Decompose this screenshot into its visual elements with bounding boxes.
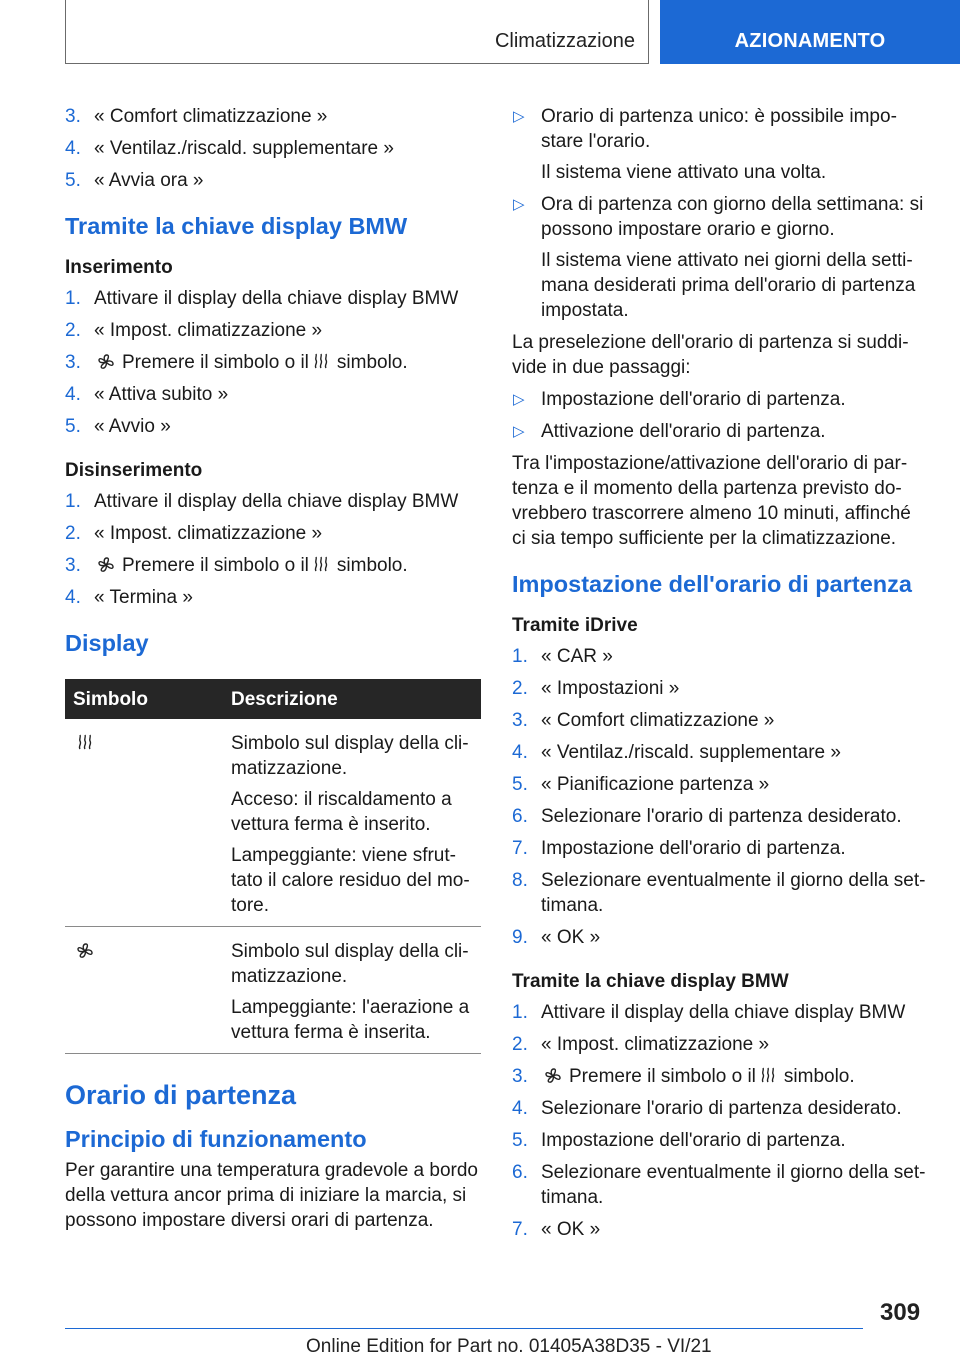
list-item: 7. Impostazione dell'orario di partenza. — [512, 838, 846, 859]
list-disinserimento — [65, 489, 481, 610]
list-item: 4. « Termina » — [65, 587, 193, 608]
right-column — [512, 104, 926, 1249]
list-item: 5. « Pianificazione partenza » — [512, 774, 770, 795]
list-inserimento — [65, 286, 481, 439]
list-item: 4. Selezionare l'orario di partenza desiderato. — [512, 1098, 902, 1119]
fan-icon — [96, 556, 116, 574]
list-item: 9. « OK » — [512, 927, 601, 948]
heat-icon — [311, 353, 331, 371]
table-header-row — [65, 679, 481, 719]
list-item: 5. Impostazione dell'orario di partenza. — [512, 1130, 846, 1151]
list-item: 1. Attivare il display della chiave display BMW — [65, 288, 459, 309]
list-item: 3. Premere il simbolo o il simbolo. — [512, 1066, 855, 1087]
fan-icon — [96, 353, 116, 371]
header-section-box — [65, 0, 649, 64]
list-top — [65, 104, 481, 193]
heading-impostazione: Impostazione dell'orario di partenza — [512, 571, 912, 597]
paragraph: La preselezione dell'orario di partenza si suddivide in due passaggi: — [512, 332, 909, 378]
page-number: 309 — [880, 1299, 921, 1326]
principio-text: Per garantire una temperatura gradevole a bordo della vettura ancor prima di iniziare la marcia, si possono impostare diversi orari di partenza. — [65, 1160, 478, 1231]
footer-edition: Online Edition for Part no. 01405A38D35 - VI/21 — [306, 1336, 712, 1357]
list-item: 1. Attivare il display della chiave display BMW — [65, 491, 459, 512]
list-item: 4. « Attiva subito » — [65, 384, 229, 405]
fan-icon — [75, 942, 95, 960]
list-item: 8. Selezionare eventualmente il giorno della settimana. — [512, 870, 926, 916]
fan-icon — [543, 1067, 563, 1085]
bullet-item: ▷ Impostazione dell'orario di partenza. — [513, 389, 846, 410]
header-chapter-title: AZIONAMENTO — [734, 30, 886, 52]
paragraph: Tra l'impostazione/attivazione dell'orario di partenza e il momento della partenza previsto dovrebbero trascorrere almeno 10 minuti, affinché ci sia tempo sufficiente per la climatizzazione. — [512, 453, 911, 549]
list-item: 2. « Impost. climatizzazione » — [512, 1034, 770, 1055]
footer-divider — [65, 1328, 863, 1329]
list-item: 3. « Comfort climatizzazione » — [512, 710, 775, 731]
bullet-item: ▷ Attivazione dell'orario di partenza. — [513, 421, 826, 442]
table-row: Simbolo sul display della climatizzazione. Lampeggiante: l'aerazione a vettura ferma è inserita. — [65, 927, 481, 1054]
subheading-disinserimento: Disinserimento — [65, 460, 203, 481]
heading-principio: Principio di funzionamento — [65, 1126, 367, 1152]
heading-display: Display — [65, 630, 149, 656]
bullet-item: ▷ Orario di partenza unico: è possibile impostare l'orario. Il sistema viene attivato una volta. — [513, 106, 897, 183]
list-item: 3. Premere il simbolo o il simbolo. — [65, 555, 408, 576]
heat-icon — [311, 556, 331, 574]
list-key-display — [512, 1000, 926, 1242]
list-item: 2. « Impostazioni » — [512, 678, 680, 699]
heat-icon — [75, 734, 95, 752]
heat-icon — [758, 1067, 778, 1085]
list-item: 4. « Ventilaz./riscald. supplementare » — [512, 742, 841, 763]
symbol-table — [65, 679, 481, 1054]
header-section-title: Climatizzazione — [494, 30, 635, 52]
left-column — [65, 104, 481, 1233]
list-item: 5. « Avvio » — [65, 416, 171, 437]
list-idrive — [512, 644, 926, 950]
list-item: 7. « OK » — [512, 1219, 601, 1240]
list-item: 6. Selezionare l'orario di partenza desiderato. — [512, 806, 902, 827]
subheading-inserimento: Inserimento — [65, 257, 173, 278]
subheading-key-display: Tramite la chiave display BMW — [512, 971, 789, 992]
heading-orario-partenza: Orario di partenza — [65, 1080, 297, 1110]
list-item: 5. « Avvia ora » — [65, 170, 204, 191]
bullet-item: ▷ Ora di partenza con giorno della settimana: si possono impostare orario e giorno. Il sistema viene attivato nei giorni della settimana desiderati prima dell'orario di partenza impostata. — [513, 194, 924, 321]
list-item: 3. « Comfort climatizzazione » — [65, 106, 328, 127]
list-item: 3. Premere il simbolo o il simbolo. — [65, 352, 408, 373]
list-item: 1. Attivare il display della chiave display BMW — [512, 1002, 906, 1023]
table-row: Simbolo sul display della climatizzazione. Acceso: il riscaldamento a vettura ferma è inserito. Lampeggiante: viene sfruttato il calore residuo del motore. — [65, 719, 481, 927]
subheading-idrive: Tramite iDrive — [512, 615, 638, 636]
list-item: 2. « Impost. climatizzazione » — [65, 523, 323, 544]
table-header-descrizione: Descrizione — [223, 679, 481, 719]
list-item: 6. Selezionare eventualmente il giorno della settimana. — [512, 1162, 926, 1208]
list-item: 1. « CAR » — [512, 646, 613, 667]
heading-key-display: Tramite la chiave display BMW — [65, 213, 408, 239]
header-chapter-tab[interactable] — [660, 0, 960, 64]
list-item: 2. « Impost. climatizzazione » — [65, 320, 323, 341]
table-header-simbolo: Simbolo — [65, 679, 223, 719]
list-item: 4. « Ventilaz./riscald. supplementare » — [65, 138, 394, 159]
